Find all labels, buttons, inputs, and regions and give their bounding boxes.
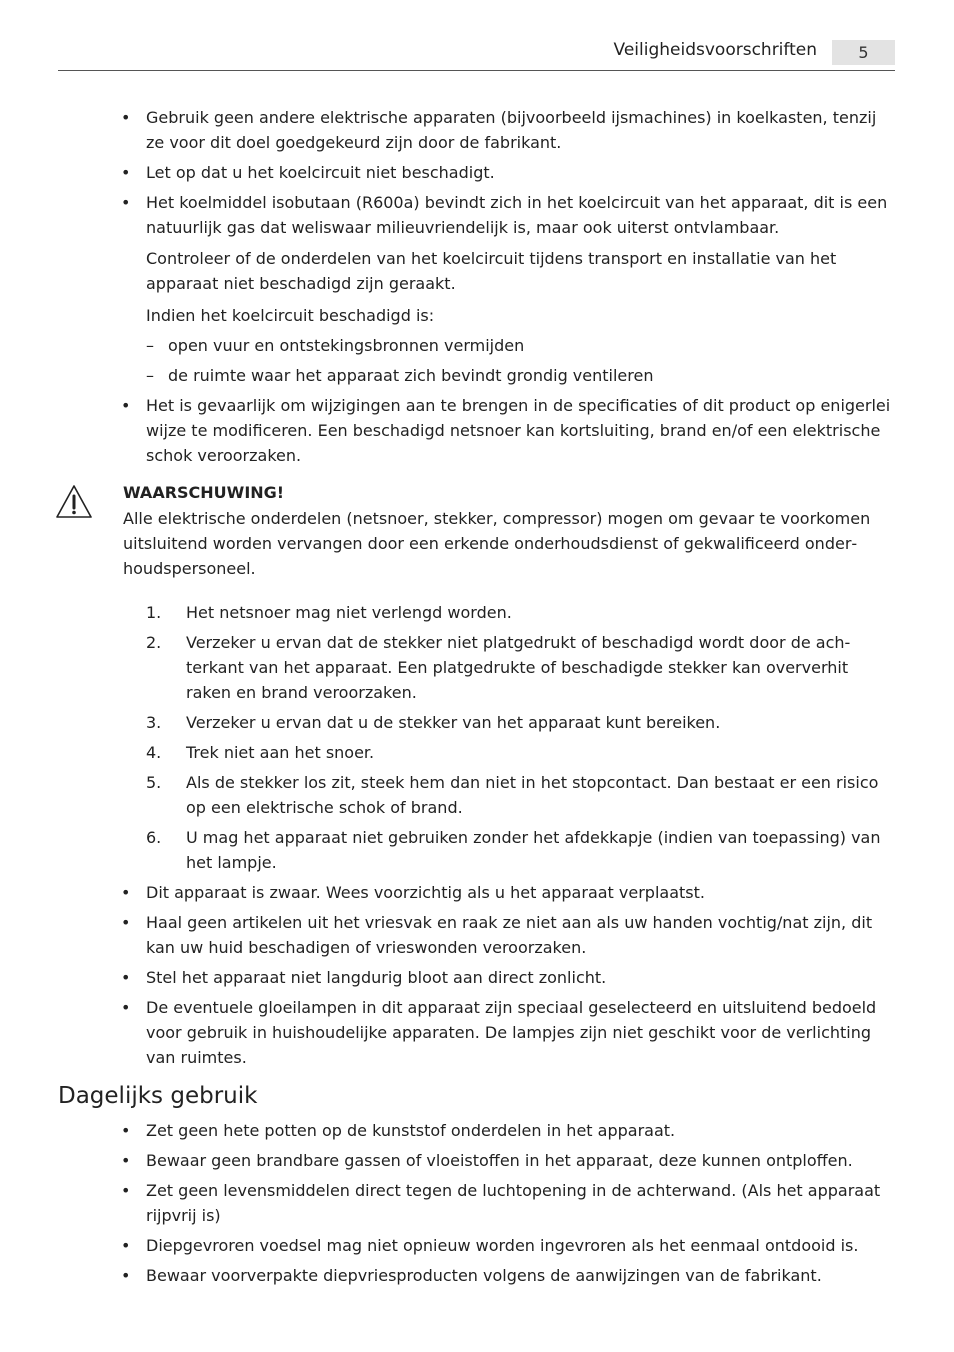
item-text: Het netsnoer mag niet verlengd worden.: [186, 603, 512, 622]
list-item: • Bewaar geen brandbare gassen of vloeistoffen in het apparaat, deze kunnen ontploffen.: [146, 1148, 898, 1173]
list-item: • Zet geen hete potten op de kunststof onderdelen in het apparaat.: [146, 1118, 898, 1143]
section-title-daily-use: Dagelijks gebruik: [58, 1083, 258, 1109]
numbered-item: [146, 600, 896, 625]
item-number: 5.: [146, 773, 162, 792]
header-title: Veiligheidsvoorschriften: [613, 40, 817, 60]
numbered-item: [146, 770, 896, 820]
list-item: • De eventuele gloeilampen in dit apparaat zijn speciaal geselecteerd en uitsluitend bedoeld voor gebruik in huishoudelijke apparaten. De lampjes zijn niet geschikt voor de verlichting van ruimtes.: [146, 995, 898, 1070]
coolant-paragraph: Controleer of de onderdelen van het koelcircuit tijdens transport en installatie van het apparaat niet beschadigd zijn geraakt.: [146, 249, 837, 293]
list-item: • Het is gevaarlijk om wijzigingen aan te brengen in de specificaties of dit product op enigerlei wijze te modificeren. Een beschadigd netsnoer kan kortsluiting, brand en/of een elektrische schok veroorzaken.: [146, 393, 898, 468]
numbered-item: [146, 825, 896, 875]
item-text: Trek niet aan het snoer.: [186, 743, 375, 762]
dash-item: – de ruimte waar het apparaat zich bevindt grondig ventileren: [168, 363, 888, 388]
page-header: [58, 38, 895, 71]
numbered-item: [146, 740, 896, 765]
list-item: • Diepgevroren voedsel mag niet opnieuw worden ingevroren als het eenmaal ontdooid is.: [146, 1233, 898, 1258]
item-text: U mag het apparaat niet gebruiken zonder het afdekkapje (indien van toepassing) van het lampje.: [186, 828, 881, 872]
header-rule: [58, 70, 895, 71]
item-text: Als de stekker los zit, steek hem dan niet in het stopcontact. Dan bestaat er een risico op een elektrische schok of brand.: [186, 773, 879, 817]
numbered-item: [146, 710, 896, 735]
list-item: • Bewaar voorverpakte diepvriesproducten volgens de aanwijzingen van de fabrikant.: [146, 1263, 898, 1288]
item-text: Verzeker u ervan dat u de stekker van het apparaat kunt bereiken.: [186, 713, 721, 732]
warning-body: Alle elektrische onderdelen (netsnoer, stekker, compressor) mogen om gevaar te voorkomen uitsluitend worden vervangen door een erkende onderhoudsdienst of gekwalificeerd onderhoudspersoneel.: [123, 509, 871, 578]
item-number: 1.: [146, 603, 162, 622]
list-item: • Dit apparaat is zwaar. Wees voorzichtig als u het apparaat verplaatst.: [146, 880, 898, 905]
warning-title: WAARSCHUWING!: [123, 483, 285, 502]
item-number: 2.: [146, 633, 162, 652]
list-item: • Let op dat u het koelcircuit niet beschadigt.: [146, 160, 898, 185]
coolant-paragraph: Indien het koelcircuit beschadigd is:: [146, 306, 435, 325]
list-item: • Het koelmiddel isobutaan (R600a) bevindt zich in het koelcircuit van het apparaat, dit is een natuurlijk gas dat weliswaar milieuvriendelijk is, maar ook uiterst ontvlambaar.: [146, 190, 898, 240]
item-number: 6.: [146, 828, 162, 847]
list-item: • Zet geen levensmiddelen direct tegen de luchtopening in de achterwand. (Als het apparaat rijpvrij is): [146, 1178, 898, 1228]
item-number: 4.: [146, 743, 162, 762]
numbered-item: [146, 630, 896, 705]
dash-item: – open vuur en ontstekingsbronnen vermijden: [168, 333, 888, 358]
list-item: • Haal geen artikelen uit het vriesvak en raak ze niet aan als uw handen vochtig/nat zijn, dit kan uw huid beschadigen of vrieswonden veroorzaken.: [146, 910, 898, 960]
item-number: 3.: [146, 713, 162, 732]
list-item: • Gebruik geen andere elektrische apparaten (bijvoorbeeld ijsmachines) in koelkasten, tenzij ze voor dit doel goedgekeurd zijn door de fabrikant.: [146, 105, 898, 155]
list-item: • Stel het apparaat niet langdurig bloot aan direct zonlicht.: [146, 965, 898, 990]
warning-triangle-icon: [55, 484, 93, 520]
item-text: Verzeker u ervan dat de stekker niet platgedrukt of beschadigd wordt door de achterkant van het apparaat. Een platgedrukte of beschadigde stekker kan oververhit raken en brand veroorzaken.: [186, 633, 851, 702]
page-number: 5: [832, 40, 895, 65]
